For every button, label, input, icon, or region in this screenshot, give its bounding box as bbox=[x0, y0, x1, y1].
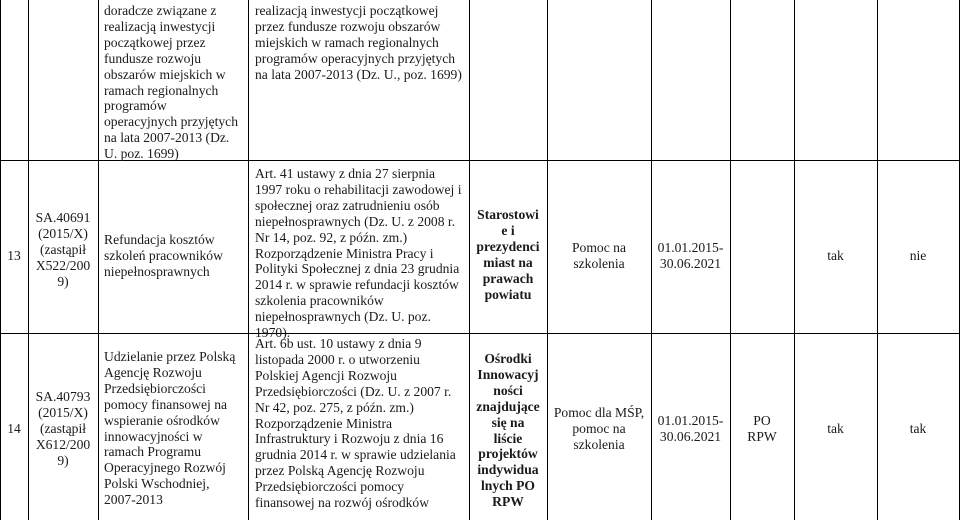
row14-legal-basis: Art. 6b ust. 10 ustawy z dnia 9 listopada 2000 r. o utworzeniu Polskiej Agencji Rozwoju Przedsiębiorczości (Dz. U. z 2007 r. Nr 42, poz. 275, z późn. zm.) Rozporządzenie Ministra Infrastruktury i Rozwoju z dnia 16 grudnia 2014 r. w sprawie udzielania przez Polską Agencję Rozwoju Przedsiębiorczości pomocy finansowej na rozwój ośrodków bbox=[255, 336, 456, 511]
row14-aid-number: SA.40793 (2015/X) (zastąpił X612/200 9) bbox=[35, 389, 91, 468]
table-grid-line bbox=[248, 0, 249, 520]
row14-col11: tak bbox=[909, 421, 927, 436]
row13-col11: nie bbox=[909, 248, 927, 263]
row13-col10: tak bbox=[827, 248, 844, 263]
row14-aid-form: Pomoc dla MŚP, pomoc na szkolenia bbox=[553, 405, 645, 452]
row13-aid-number: SA.40691 (2015/X) (zastąpił X522/200 9) bbox=[35, 210, 91, 289]
row12-legal-basis-continued: realizacją inwestycji początkowej przez fundusze rozwoju obszarów miejskich w ramach regionalnych programów operacyjnych przyjętych na lata 2007-2013 (Dz. U., poz. 1699) bbox=[255, 3, 462, 82]
row13-lp: 13 bbox=[7, 248, 21, 263]
row14-col10: tak bbox=[827, 421, 844, 436]
row14-aid-name: Udzielanie przez Polską Agencję Rozwoju Przedsiębiorczości pomocy finansowej na wspieranie ośrodków innowacyjności w ramach Programu Operacyjnego Rozwój Polski Wschodniej, 2007-2013 bbox=[104, 349, 236, 508]
row12-aid-name-continued: doradcze związane z realizacją inwestycji początkowej przez fundusze rozwoju obszarów miejskich w ramach regionalnych programów operacyjnych przyjętych na lata 2007-2013 (Dz. U. poz. 1699) bbox=[104, 3, 238, 162]
row13-period: 01.01.2015- 30.06.2021 bbox=[657, 240, 724, 271]
row-separator bbox=[0, 333, 960, 334]
row13-legal-basis: Art. 41 ustawy z dnia 27 sierpnia 1997 roku o rehabilitacji zawodowej i społecznej oraz zatrudnieniu osób niepełnosprawnych (Dz. U. z 2008 r. Nr 14, poz. 92, z późn. zm.) Rozporządzenie Ministra Pracy i Polityki Społecznej z dnia 23 grudnia 2014 r. w sprawie refundacji kosztów szkolenia pracowników niepełnosprawnych (Dz. U. poz. 1970). bbox=[255, 166, 462, 341]
table-grid-line bbox=[98, 0, 99, 520]
row13-aid-name: Refundacja kosztów szkoleń pracowników niepełnosprawnych bbox=[104, 232, 223, 279]
row14-granting-entity: Ośrodki Innowacyj ności znajdujące się na liście projektów indywidua lnych PO RPW bbox=[476, 351, 540, 510]
row14-lp: 14 bbox=[7, 421, 21, 436]
row13-granting-entity: Starostowi e i prezydenci miast na prawach powiatu bbox=[476, 207, 540, 302]
row14-col9: PO RPW bbox=[747, 413, 777, 444]
row14-period: 01.01.2015- 30.06.2021 bbox=[657, 413, 724, 444]
row13-aid-form: Pomoc na szkolenia bbox=[572, 240, 626, 271]
